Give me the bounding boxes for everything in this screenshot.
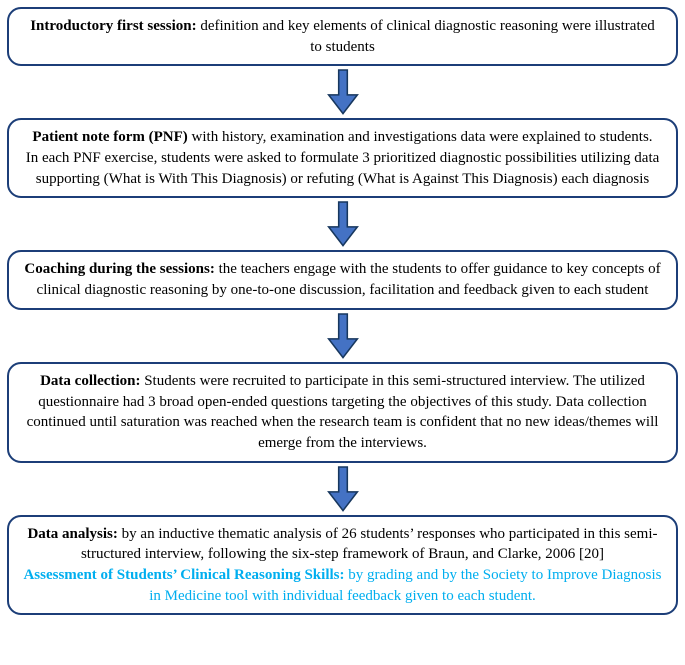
- step-text-data-collection: [23, 371, 662, 454]
- step-box-introductory-session: [7, 7, 678, 66]
- step-text-coaching: [23, 259, 662, 300]
- down-arrow-icon: [326, 198, 360, 250]
- down-arrow-icon: [326, 310, 360, 362]
- text-segment: Introductory first session:: [30, 18, 197, 34]
- text-segment: with history, examination and investigations data were explained to students.: [187, 129, 653, 146]
- step-text-introductory-session: [23, 16, 662, 57]
- text-segment: the teachers engage with the students to offer guidance to key concepts of clinical diagnostic reasoning by one-to-one discussion, facilitation and feedback given to each student: [36, 261, 661, 299]
- step-text-patient-note-form: [23, 127, 662, 189]
- step-box-data-collection: [7, 362, 678, 463]
- step-box-data-analysis: [7, 515, 678, 616]
- text-segment: by an inductive thematic analysis of 26 students’ responses who participated in this semi-structured interview, following the six-step framework of Braun, and Clarke, 2006 [20]: [80, 525, 658, 563]
- text-segment: Coaching during the sessions:: [24, 261, 215, 278]
- down-arrow-icon: [326, 66, 360, 118]
- step-box-patient-note-form: [7, 118, 678, 198]
- text-segment: Assessment of Students’ Clinical Reasoning Skills:: [23, 566, 345, 583]
- text-segment: Patient note form (PNF): [32, 129, 188, 146]
- step-box-coaching: [7, 250, 678, 309]
- text-segment: Data collection:: [40, 372, 141, 389]
- text-segment: Students were recruited to participate in this semi-structured interview. The utilized questionnaire had 3 broad open-ended questions targeting the objectives of this study. Data collection continued until saturation was reached when the research team is confident that no new ideas/themes will emerge from the interviews.: [26, 372, 659, 451]
- text-segment: In each PNF exercise, students were asked to formulate 3 prioritized diagnostic possibilities utilizing data supporting (What is With This Diagnosis) or refuting (What is Against This Diagnosis) each diagnosis: [25, 150, 660, 187]
- text-segment: Data analysis:: [27, 525, 118, 542]
- step-text-data-analysis: [23, 524, 662, 607]
- text-segment: definition and key elements of clinical diagnostic reasoning were illustrated to students: [196, 18, 655, 55]
- text-segment: by grading and by the Society to Improve Diagnosis in Medicine tool with individual feedback given to each student.: [149, 566, 662, 604]
- down-arrow-icon: [326, 463, 360, 515]
